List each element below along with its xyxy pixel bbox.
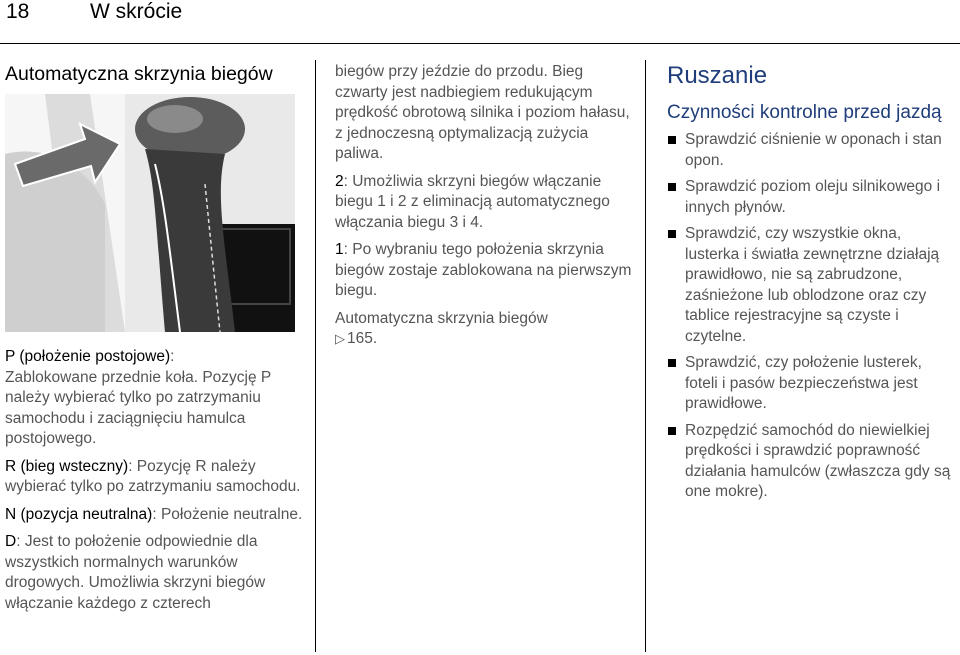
reference-text: Automatyczna skrzynia biegów (335, 309, 548, 327)
gear-item-1 (335, 240, 635, 302)
gear-label-r: R (bieg wsteczny) (5, 457, 129, 475)
header-divider (0, 43, 960, 44)
gear-item-d (5, 532, 305, 614)
gear-text-2: : Umożliwia skrzyni biegów włączanie biegu 1 i 2 z eliminacją automatycznego włączania biegu 3 i 4. (335, 172, 610, 231)
checklist-item: Sprawdzić poziom oleju silnikowego i innych płynów. (667, 177, 957, 218)
page-number: 18 (6, 0, 30, 23)
column-divider-2 (645, 60, 646, 652)
checklist-item: Sprawdzić ciśnienie w oponach i stan opon. (667, 130, 957, 171)
column-middle (335, 62, 635, 357)
reference-triangle-icon: ▷ (335, 331, 345, 346)
checklist-item: Sprawdzić, czy położenie lusterek, foteli i pasów bezpieczeństwa jest prawidłowe. (667, 353, 957, 415)
gear-item-p (5, 347, 305, 450)
gear-text-r: : Pozycję R należy wybierać tylko po zatrzymaniu samochodu. (5, 457, 301, 495)
paragraph-continuation: biegów przy jeździe do przodu. Bieg czwarty jest nadbiegiem redukującym prędkość obrotową silnika i poziom hałasu, z jednoczesną optymalizacją zużycia paliwa. (335, 63, 630, 162)
gear-text-d: : Jest to położenie odpowiednie dla wszystkich normalnych warunków drogowych. Umożliwia skrzyni biegów włączanie każdego z czterech (5, 533, 266, 612)
checklist-item: Sprawdzić, czy wszystkie okna, lusterka i światła zewnętrzne działają prawidłowo, nie są zabrudzone, zaśnieżone lub oblodzone oraz czy tablice rejestracyjne są czyste i czytelne. (667, 224, 957, 347)
section-heading: Ruszanie (667, 62, 768, 89)
checklist-item: Rozpędzić samochód do niewielkiej prędkości i sprawdzić poprawność działania hamulców (zwłaszcza gdy są one mokre). (667, 421, 957, 503)
gear-lever-illustration (5, 94, 295, 332)
gear-text-p: : Zablokowane przednie koła. Pozycję P należy wybierać tylko po zatrzymaniu samochodu i zaciągnięciu hamulca postojowego. (5, 348, 271, 447)
gear-text-n: : Położenie neutralne. (152, 505, 303, 523)
gear-label-1: 1 (335, 241, 344, 258)
cross-reference[interactable] (335, 309, 635, 350)
gear-item-n (5, 505, 305, 526)
section-subheading: Czynności kontrolne przed jazdą (667, 102, 942, 123)
section-title: Automatyczna skrzynia biegów (5, 63, 273, 85)
gear-item-r (5, 457, 305, 498)
chapter-title: W skrócie (90, 0, 183, 23)
column-left (5, 347, 305, 621)
gear-label-n: N (pozycja neutralna) (5, 505, 153, 523)
reference-page: 165. (347, 330, 378, 347)
gear-selector-photo (5, 94, 295, 332)
column-right (667, 62, 957, 509)
gear-item-2 (335, 172, 635, 234)
gear-label-d: D (5, 533, 17, 550)
checklist (667, 130, 957, 503)
gear-text-1: : Po wybraniu tego położenia skrzynia biegów zostaje zablokowana na pierwszym biegu. (335, 241, 632, 299)
gear-label-p: P (położenie postojowe) (5, 348, 171, 365)
gear-label-2: 2 (335, 172, 344, 190)
column-divider-1 (315, 60, 316, 652)
